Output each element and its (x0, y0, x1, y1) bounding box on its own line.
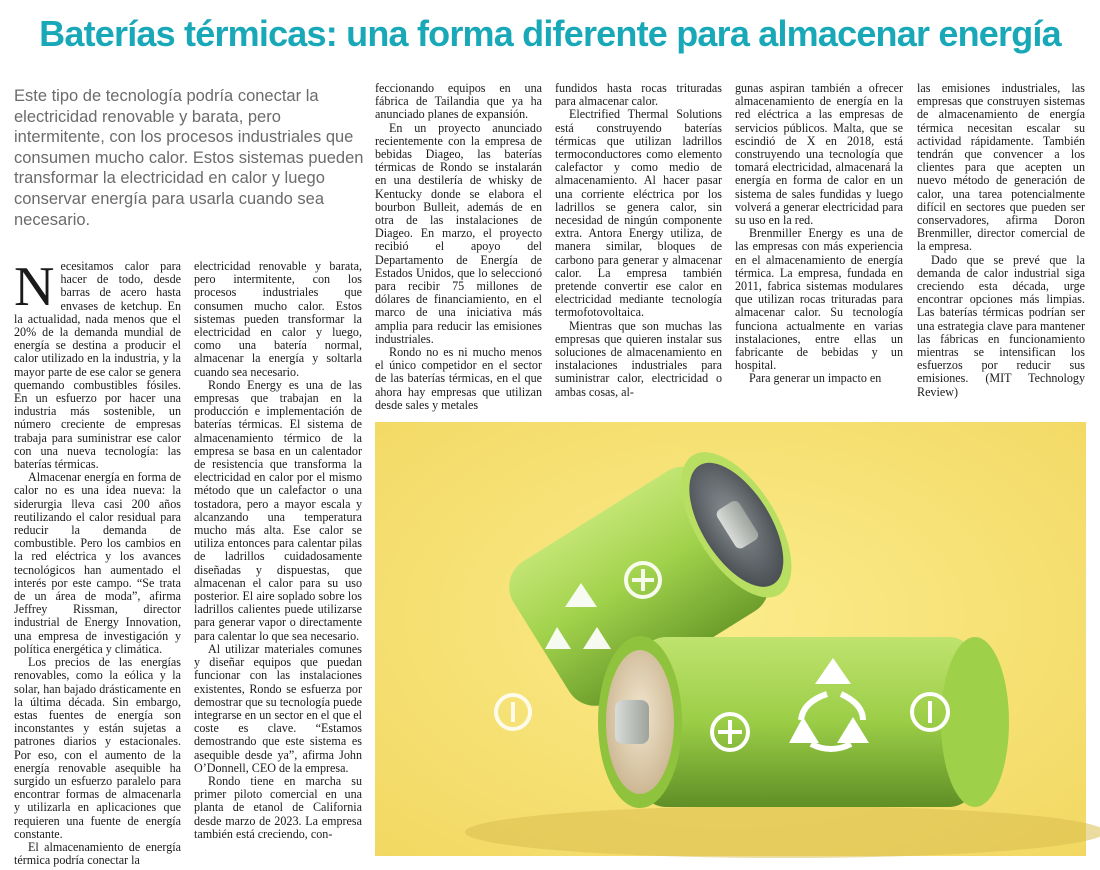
column-4-paragraph-3: Mientras que son muchas las empresas que quieren instalar sus soluciones de almacenamiento en instalaciones industriales para suministrar calor, electricidad o ambas cosas, al- (555, 318, 722, 399)
batteries-photo (375, 422, 1086, 856)
column-3-paragraph-1: feccionando equipos en una fábrica de Tailandia que ya ha anunciado planes de expansión. (375, 81, 542, 122)
column-5-paragraph-3: Para generar un impacto en (749, 371, 882, 386)
column-2-paragraph-2: Rondo Energy es una de las empresas que trabajan en la producción e implementación de baterías térmicas. El sistema de almacenamiento térmico de la empresa se basa en un calentador de resistencia que transforma la electricidad en calor por el mismo método que un calefactor o una tostadora, pero a mayor escala y alcanzando una temperatura mucho más alta. Ese calor se utiliza entonces para calentar pilas de ladrillos cuidadosamente diseñadas y dispuestas, que almacenan el calor para su uso posterior. El aire soplado sobre los ladrillos calientes puede utilizarse para generar vapor o directamente para calentar lo que sea necesario. (194, 377, 362, 643)
column-6-paragraph-2: Dado que se prevé que la demanda de calor industrial siga creciendo esta década, urge encontrar opciones más limpias. Las baterías térmicas podrían ser una estrategia clave para mantener las fábricas en funcionamiento mientras se intensifican los esfuerzos por reducir sus emisiones. (MIT Technology Review) (917, 252, 1085, 399)
column-6-paragraph-1: las emisiones industriales, las empresas que construyen sistemas de almacenamiento de energía térmica necesitan escalar su actividad rápidamente. También tendrán que convencer a los clientes para que acepten un nuevo método de generación de calor, una tarea potencialmente difícil en sectores que pueden ser conservadores, afirma Doron Brenmiller, director comercial de la empresa. (917, 81, 1085, 254)
column-5 (735, 82, 903, 404)
shadow (465, 806, 1100, 858)
column-3 (375, 81, 542, 412)
column-1 (14, 256, 181, 868)
column-3-paragraph-3: Rondo no es ni mucho menos el único competidor en el sector de las baterías térmicas, en el que ahora hay empresas que utilizan desde sales y metales (375, 345, 542, 412)
column-5-paragraph-2: Brenmiller Energy es una de las empresas con más experiencia en el almacenamiento de energía térmica. La empresa, fundada en 2011, fabrica sistemas modulares que utilizan rocas trituradas para almacenar calor. Su tecnología funciona actualmente en varias instalaciones, entre ellas un fabricante de bebidas y un hospital. (735, 226, 903, 373)
column-2 (194, 260, 362, 860)
column-5-paragraph-1: gunas aspiran también a ofrecer almacenamiento de energía en la red eléctrica a las empresas de servicios públicos. Malta, que se escindió de X en 2018, está construyendo una tecnología que tomará electricidad, almacenará la energía en forma de calor en un sistema de sales fundidas y luego volverá a generar electricidad para su uso en la red. (735, 81, 903, 228)
column-3-paragraph-2: En un proyecto anunciado recientemente con la empresa de bebidas Diageo, las baterías térmicas de Rondo se instalarán en una destilería de whisky de Kentucky donde se elabora el bourbon Bulleit, además de en otra de las instalaciones de Diageo. En marzo, el proyecto recibió el apoyo del Departamento de Energía de Estados Unidos, que lo seleccionó para recibir 75 millones de dólares de financiamiento, en el marco de una iniciativa más amplia para reducir las emisiones industriales. (375, 120, 542, 346)
column-1-paragraph-1: Necesitamos calor para hacer de todo, desde barras de acero hasta envases de ketchup. En la actualidad, nada menos que el 20% de la demanda mundial de energía se destina a producir el calor utilizado en la industria, y la mayor parte de ese calor se genera quemando combustibles fósiles. En un esfuerzo por hacer una industria más sostenible, un número creciente de empresas trabaja para suministrar ese calor con una nueva tecnología: las baterías térmicas. (14, 256, 181, 472)
lead-paragraph: Este tipo de tecnología podría conectar la electricidad renovable y barata, pero intermitente, con los procesos industriales que consumen mucho calor. Estos sistemas pueden transformar la electricidad en calor y luego conservar energía para usarla cuando sea necesario. (14, 87, 364, 229)
column-2-paragraph-3: Al utilizar materiales comunes y diseñar equipos que puedan funcionar con las instalaciones existentes, Rondo se esfuerza por demostrar que su tecnología puede integrarse en un sector en el que el coste es clave. “Estamos demostrando que este sistema es asequible desde ya”, afirma John O’Donnell, CEO de la empresa. (194, 641, 362, 775)
headline: Baterías térmicas: una forma diferente para almacenar energía (39, 13, 1061, 54)
column-4-paragraph-2: Electrified Thermal Solutions está construyendo baterías térmicas que utilizan ladrillos termoconductores como elemento calefactor y como medio de almacenamiento. Al hacer pasar una corriente eléctrica por los ladrillos se genera calor, sin necesidad de ningún componente extra. Antora Energy utiliza, de manera similar, bloques de carbono para generar y almacenar calor. La empresa también pretende convertir ese calor en electricidad mediante tecnología termofotovoltaica. (555, 107, 722, 320)
column-4 (555, 82, 722, 404)
column-4-paragraph-1: fundidos hasta rocas trituradas para almacenar calor. (555, 81, 722, 109)
drop-cap: N (14, 256, 55, 318)
column-1-paragraph-2: Almacenar energía en forma de calor no es una idea nueva: la siderurgia lleva casi 200 años reutilizando el calor residual para reducir la demanda de combustible. Pero los cambios en la red eléctrica y los avances tecnológicos han aumentado el interés por este campo. “Se trata de un área de moda”, afirma Jeffrey Rissman, director industrial de Energy Innovation, una empresa de investigación y política energética y climática. (14, 470, 181, 656)
column-2-paragraph-4: Rondo tiene en marcha su primer piloto comercial en una planta de etanol de California desde marzo de 2023. La empresa también está creciendo, con- (194, 773, 362, 841)
column-1-paragraph-4: El almacenamiento de energía térmica podría conectar la (14, 839, 181, 868)
column-2-paragraph-1: electricidad renovable y barata, pero intermitente, con los procesos industriales que consumen mucho calor. Estos sistemas pueden transformar la electricidad en calor y luego, como una batería normal, almacenar la energía y soltarla cuando sea necesario. (194, 259, 362, 379)
column-6 (917, 82, 1085, 404)
column-1-paragraph-3: Los precios de las energías renovables, como la eólica y la solar, han bajado drásticamente en la última década. Sin embargo, estas fuentes de energía son inconstantes y están sujetas a patrones diarios y estacionales. Por eso, con el aumento de la energía renovable asequible ha surgido un esfuerzo paralelo para encontrar formas de almacenarla y utilizarla en aplicaciones que requieren una fuente de energía constante. (14, 655, 181, 841)
